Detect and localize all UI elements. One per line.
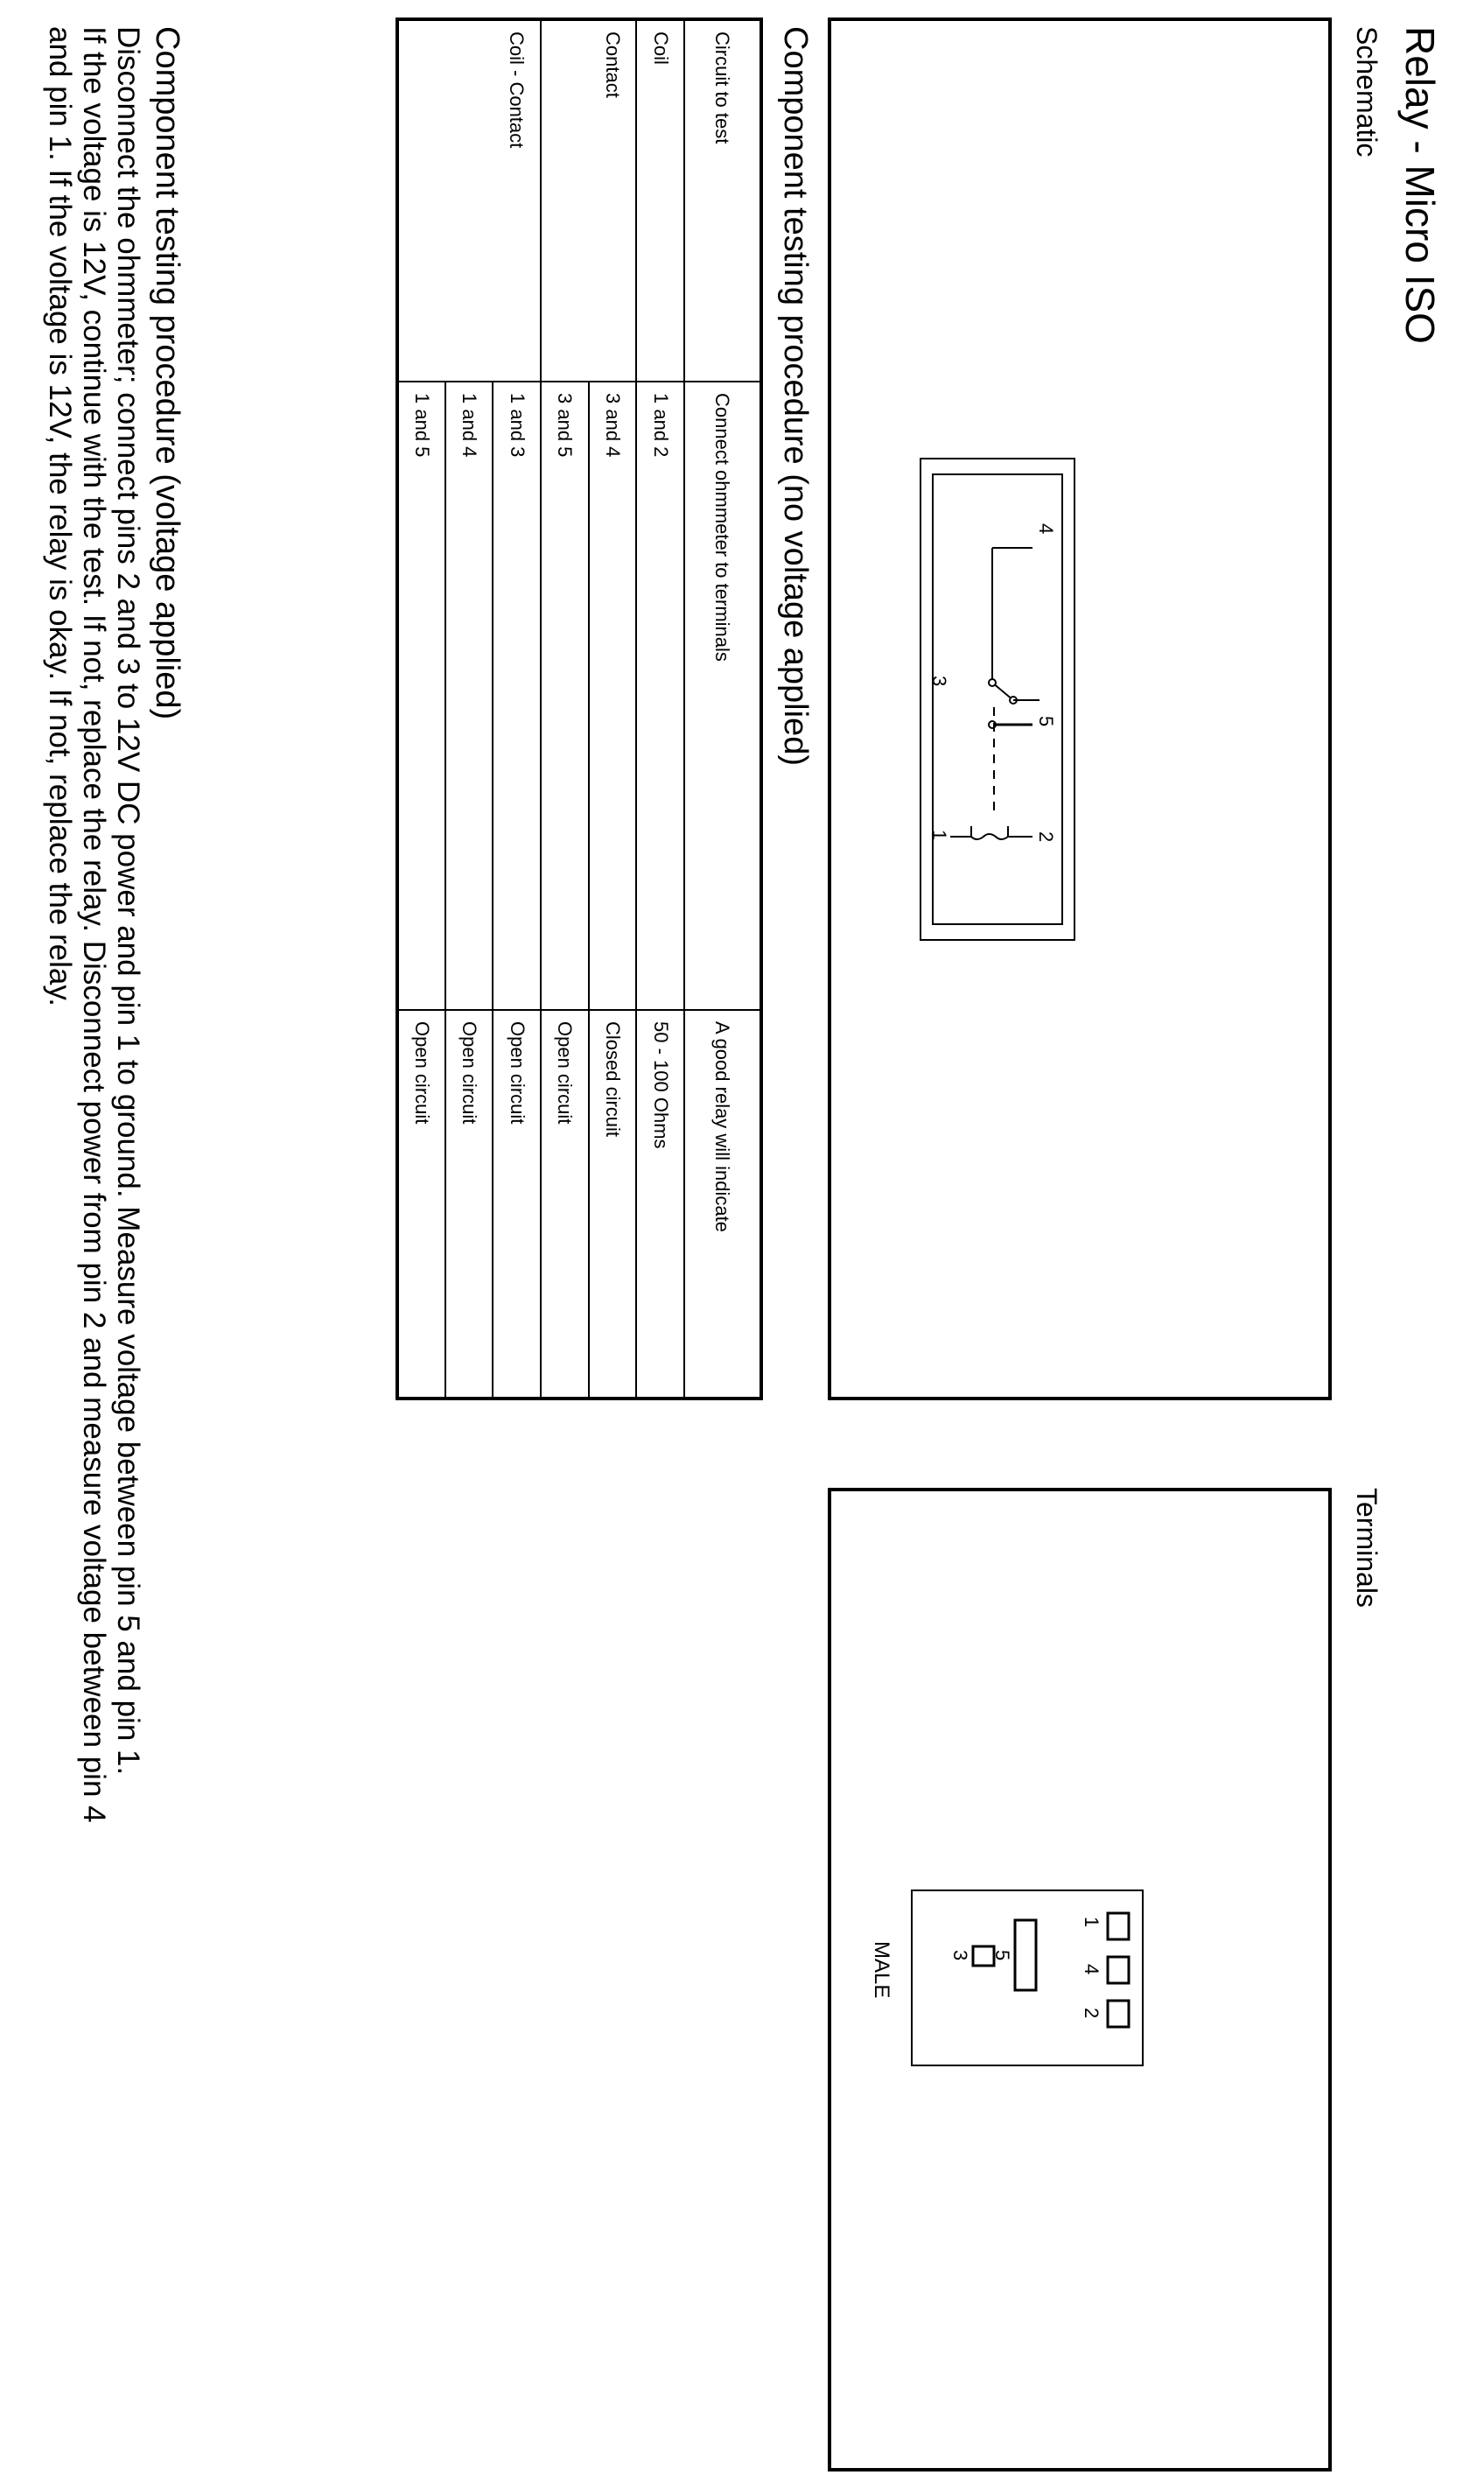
terminal-layout-diagram <box>831 1491 1328 2468</box>
no-voltage-heading: Component testing procedure (no voltage applied) <box>777 26 814 766</box>
schematic-pin-3: 3 <box>928 676 950 687</box>
voltage-applied-heading: Component testing procedure (voltage applied) <box>149 26 186 720</box>
row-result: Open circuit <box>493 1010 541 1397</box>
table-row <box>589 21 637 1397</box>
row-terminals: 1 and 4 <box>445 382 494 1010</box>
terminals-label: Terminals <box>1351 1488 1382 1608</box>
no-voltage-table-frame <box>396 18 763 1400</box>
schematic-pin-5: 5 <box>1035 716 1057 727</box>
row-terminals: 1 and 2 <box>636 382 684 1010</box>
terminal-gender-label: MALE <box>870 1941 893 1999</box>
schematic-pin-2: 2 <box>1035 831 1057 843</box>
table-row <box>636 21 684 1397</box>
row-circuit <box>445 21 494 382</box>
terminal-pin-2: 2 <box>1081 2008 1102 2019</box>
header-result: A good relay will indicate <box>684 1010 760 1397</box>
schematic-box <box>828 18 1332 1400</box>
table-row <box>493 21 541 1397</box>
voltage-applied-text <box>43 26 145 1823</box>
row-circuit <box>399 21 445 382</box>
table-row <box>541 21 589 1397</box>
relay-schematic-diagram <box>831 21 1328 1397</box>
no-voltage-table <box>399 21 760 1397</box>
terminal-pin-5: 5 <box>991 1950 1013 1961</box>
table-header-row <box>684 21 760 1397</box>
row-result: Open circuit <box>445 1010 494 1397</box>
row-terminals: 1 and 3 <box>493 382 541 1010</box>
row-circuit: Contact <box>589 21 637 382</box>
terminals-box <box>828 1488 1332 2471</box>
row-terminals: 3 and 5 <box>541 382 589 1010</box>
schematic-pin-1: 1 <box>928 830 950 841</box>
procedure-line: Disconnect the ohmmeter; connect pins 2 and 3 to 12V DC power and pin 1 to ground. Measure voltage between pin 5 and pin 1. <box>111 26 145 1776</box>
row-result: Open circuit <box>410 1021 433 1125</box>
terminal-pin-4: 4 <box>1081 1964 1102 1975</box>
header-circuit: Circuit to test <box>684 21 760 382</box>
terminal-pin-3: 3 <box>949 1950 971 1961</box>
row-result: Open circuit <box>541 1010 589 1397</box>
row-terminals: 1 and 5 <box>399 382 445 1010</box>
row-circuit <box>541 21 589 382</box>
table-row <box>399 21 445 1397</box>
row-result: Closed circuit <box>589 1010 637 1397</box>
schematic-pin-4: 4 <box>1035 523 1057 535</box>
schematic-label: Schematic <box>1351 26 1382 158</box>
terminal-pin-1: 1 <box>1081 1917 1102 1928</box>
table-row <box>445 21 494 1397</box>
page-title: Relay - Micro ISO <box>1397 26 1443 344</box>
row-circuit: Coil <box>636 21 684 382</box>
row-circuit: Coil - Contact <box>493 21 541 382</box>
procedure-line: If the voltage is 12V, continue with the test. If not, replace the relay. Disconnect power from pin 2 and measure voltage between pin 4 <box>77 26 111 1823</box>
header-terminals: Connect ohmmeter to terminals <box>684 382 760 1010</box>
procedure-line: and pin 1. If the voltage is 12V, the relay is okay. If not, replace the relay. <box>43 26 77 1007</box>
row-terminals: 3 and 4 <box>589 382 637 1010</box>
row-result: 50 - 100 Ohms <box>636 1010 684 1397</box>
